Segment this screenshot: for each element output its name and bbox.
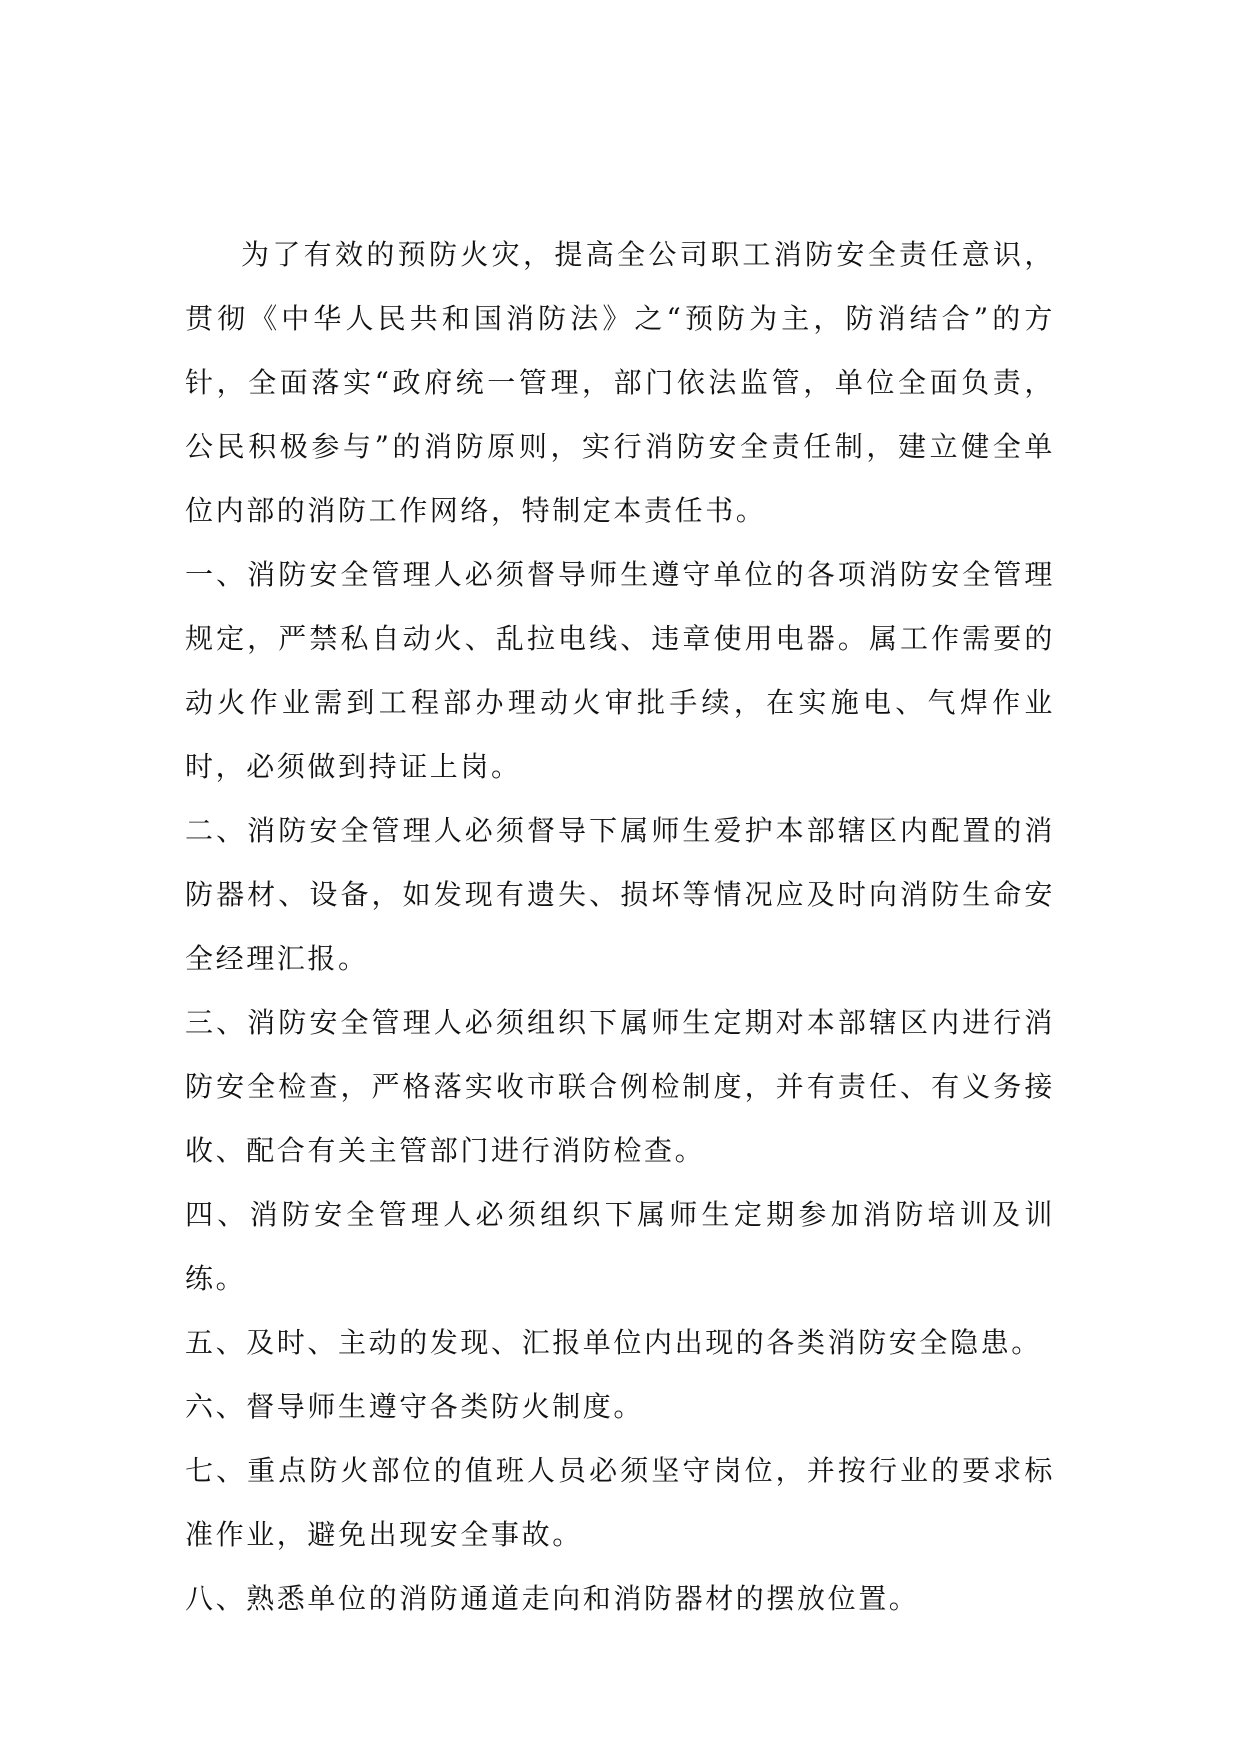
clause-8: 八、熟悉单位的消防通道走向和消防器材的摆放位置。: [185, 1582, 920, 1615]
clause-7: 七、重点防火部位的值班人员必须坚守岗位，并按行业的要求标准作业，避免出现安全事故。: [185, 1454, 1055, 1551]
clause-4: 四、消防安全管理人必须组织下属师生定期参加消防培训及训练。: [185, 1198, 1055, 1295]
intro-paragraph: 为了有效的预防火灾，提高全公司职工消防安全责任意识，贯彻《中华人民共和国消防法》之“预防为主，防消结合”的方针，全面落实“政府统一管理，部门依法监管，单位全面负责，公民积极参与”的消防原则，实行消防安全责任制，建立健全单位内部的消防工作网络，特制定本责任书。: [185, 238, 1055, 527]
clause-5: 五、及时、主动的发现、汇报单位内出现的各类消防安全隐患。: [185, 1326, 1042, 1359]
clause-3: 三、消防安全管理人必须组织下属师生定期对本部辖区内进行消防安全检查，严格落实收市联合例检制度，并有责任、有义务接收、配合有关主管部门进行消防检查。: [185, 1006, 1055, 1167]
clause-2: 二、消防安全管理人必须督导下属师生爱护本部辖区内配置的消防器材、设备，如发现有遗失、损坏等情况应及时向消防生命安全经理汇报。: [185, 814, 1055, 975]
clause-1: 一、消防安全管理人必须督导师生遵守单位的各项消防安全管理规定，严禁私自动火、乱拉电线、违章使用电器。属工作需要的动火作业需到工程部办理动火审批手续，在实施电、气焊作业时，必须做到持证上岗。: [185, 558, 1055, 783]
clause-6: 六、督导师生遵守各类防火制度。: [185, 1390, 645, 1423]
document-body: [185, 223, 1055, 1631]
